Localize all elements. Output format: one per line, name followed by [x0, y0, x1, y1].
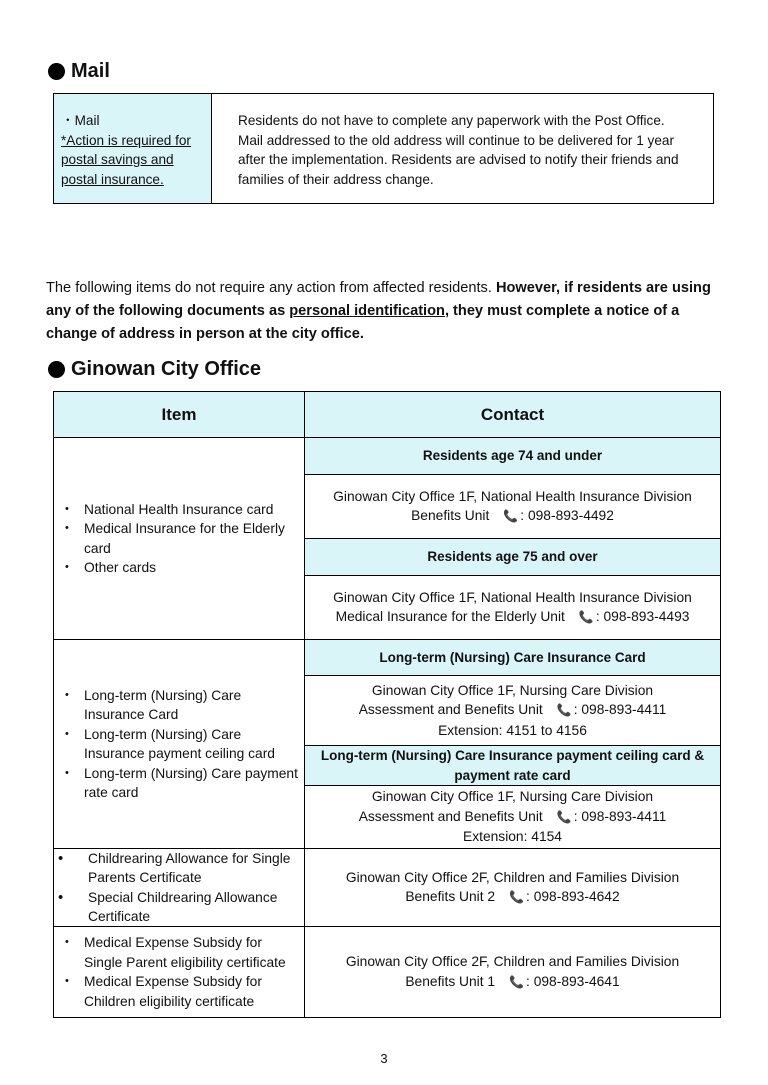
note-bold-underline: personal identification: [289, 303, 445, 319]
contact-phone: : 098-893-4492: [520, 508, 614, 523]
contact-location: Ginowan City Office 1F, Nursing Care Division: [371, 682, 654, 698]
contact-location: Ginowan City Office 2F, Children and Families Division: [345, 869, 680, 885]
contact-phone: : 098-893-4641: [526, 973, 620, 989]
contact-unit-line: [359, 700, 667, 721]
phone-icon: 📞: [503, 509, 519, 523]
mail-note-line: *Action is required for: [61, 132, 191, 148]
mail-description-line: Residents do not have to complete any paperwork with the Post Office.: [238, 113, 665, 128]
contact-cell: [304, 675, 721, 746]
contact-location: Ginowan City Office 1F, National Health Insurance Division: [333, 589, 692, 605]
city-office-heading-text: Ginowan City Office: [71, 358, 262, 380]
note-bold: , they must complete a notice of a change of address in person at the city office.: [46, 303, 680, 342]
contact-phone: : 098-893-4642: [526, 889, 620, 904]
list-item: • Long-term (Nursing) Care Insurance Card: [64, 686, 304, 725]
list-item: • Medical Insurance for the Elderly card: [64, 519, 304, 558]
list-item: • Long-term (Nursing) Care Insurance payment ceiling card: [64, 725, 304, 764]
list-item: • Special Childrearing Allowance Certificate: [58, 888, 304, 927]
list-item: • Medical Expense Subsidy for Children eligibility certificate: [64, 972, 304, 1011]
phone-icon: 📞: [509, 974, 525, 989]
contact-unit: Medical Insurance for the Elderly Unit: [335, 609, 565, 624]
contact-extension: Extension: 4151 to 4156: [438, 722, 587, 738]
mail-heading-text: Mail: [71, 60, 110, 82]
city-office-heading: [48, 358, 261, 381]
contact-cell: [304, 474, 721, 539]
mail-heading: [48, 60, 110, 83]
page-number: 3: [380, 1051, 388, 1066]
contact-cell: [304, 785, 721, 849]
contact-unit-line: [411, 506, 614, 527]
note-plain: The following items do not require any action from affected residents.: [46, 280, 496, 296]
note-bold: However, if residents are using any of the following documents as: [46, 280, 711, 319]
contact-unit-line: [359, 807, 667, 828]
contact-unit-line: [405, 887, 619, 908]
phone-icon: 📞: [578, 610, 594, 624]
item-cell: [53, 848, 305, 927]
contact-location: Ginowan City Office 1F, National Health Insurance Division: [333, 488, 692, 504]
phone-icon: 📞: [556, 703, 572, 718]
mail-description-line: families of their address change.: [238, 171, 434, 187]
filled-circle-icon: [48, 361, 65, 378]
contact-unit-line: [405, 972, 619, 993]
contact-phone: : 098-893-4493: [595, 609, 690, 624]
list-item: • Long-term (Nursing) Care payment rate card: [64, 764, 304, 803]
contact-cell: [304, 575, 721, 640]
contact-cell: [304, 926, 721, 1018]
contact-location: Ginowan City Office 2F, Children and Families Division: [345, 954, 680, 969]
mail-description-line: Mail addressed to the old address will continue to be delivered for 1 year: [238, 132, 675, 148]
item-cell: [53, 437, 305, 640]
mail-description-cell: [212, 94, 713, 203]
contact-unit: Assessment and Benefits Unit: [358, 808, 543, 824]
mail-item-cell: [54, 94, 212, 203]
item-cell: [53, 926, 305, 1018]
subheader: Residents age 74 and under: [304, 437, 721, 475]
contact-unit: Benefits Unit 1: [405, 973, 496, 989]
column-header-item: Item: [53, 391, 305, 438]
subheader: Long-term (Nursing) Care Insurance payment ceiling card & payment rate card: [304, 745, 721, 786]
mail-note-line: postal savings and: [61, 152, 174, 167]
identification-note: [46, 277, 722, 346]
list-item: • National Health Insurance card: [64, 500, 304, 520]
contact-phone: : 098-893-4411: [573, 702, 667, 718]
list-item: • Medical Expense Subsidy for Single Parent eligibility certificate: [64, 933, 304, 972]
mail-item-label: ・Mail: [61, 113, 100, 128]
contact-location: Ginowan City Office 1F, Nursing Care Division: [371, 789, 654, 805]
contact-cell: [304, 848, 721, 927]
contact-unit: Assessment and Benefits Unit: [358, 702, 543, 718]
mail-note-line: postal insurance.: [61, 171, 164, 187]
item-cell: [53, 639, 305, 849]
contact-unit: Benefits Unit: [411, 508, 490, 523]
contact-unit: Benefits Unit 2: [405, 889, 496, 904]
mail-description-line: after the implementation. Residents are advised to notify their friends and: [238, 152, 679, 167]
subheader: Residents age 75 and over: [304, 538, 721, 576]
filled-circle-icon: [48, 63, 65, 80]
contact-unit-line: [336, 607, 690, 628]
mail-table: [53, 93, 714, 204]
contact-extension: Extension: 4154: [463, 829, 562, 845]
subheader: Long-term (Nursing) Care Insurance Card: [304, 639, 721, 676]
contact-phone: : 098-893-4411: [573, 808, 667, 824]
phone-icon: 📞: [509, 890, 525, 904]
phone-icon: 📞: [556, 809, 572, 824]
list-item: • Childrearing Allowance for Single Parents Certificate: [58, 849, 304, 888]
column-header-contact: Contact: [304, 391, 721, 438]
list-item: • Other cards: [64, 558, 304, 578]
